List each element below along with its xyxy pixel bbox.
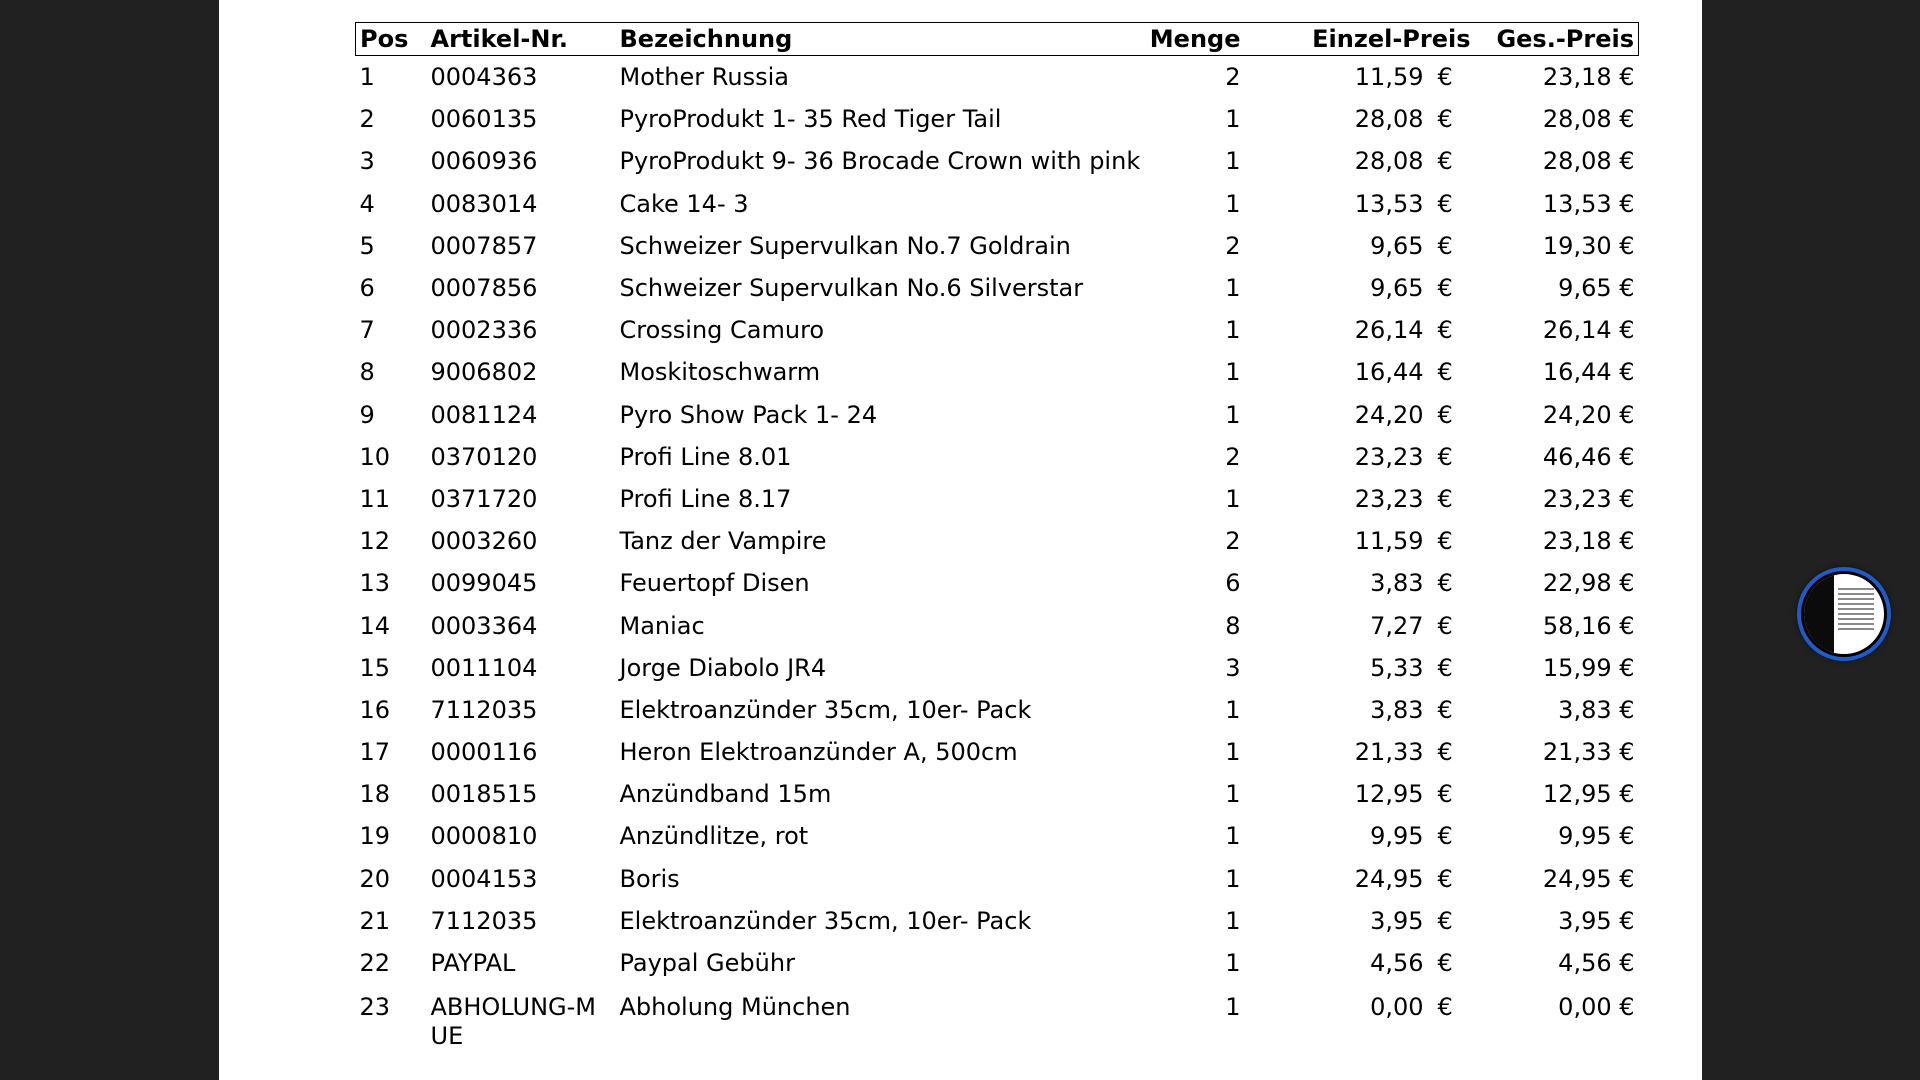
table-row [356, 436, 1639, 478]
cell-total-price: 15,99 € [1542, 653, 1635, 682]
cell-total-price: 24,20 € [1542, 400, 1635, 429]
cell-total-price: 28,08 € [1542, 147, 1635, 176]
cell-description: Feuertopf Disen [619, 569, 810, 598]
cell-quantity: 3 [1225, 653, 1241, 682]
cell-total-price: 23,23 € [1542, 484, 1635, 513]
cell-description: Heron Elektroanzünder A, 500cm [619, 738, 1018, 767]
cell-pos: 12 [359, 527, 391, 556]
cell-pos: 11 [359, 484, 391, 513]
cell-unit-price: 5,33 [1370, 653, 1424, 682]
cell-total-price: 23,18 € [1542, 527, 1635, 556]
cell-pos: 14 [359, 611, 391, 640]
cell-pos: 16 [359, 695, 391, 724]
cell-article-number: 7112035 [430, 906, 538, 935]
header-pos: Pos [356, 23, 427, 56]
table-row [356, 351, 1639, 393]
cell-description: Cake 14- 3 [619, 189, 749, 218]
cell-currency: € [1437, 822, 1453, 851]
cell-pos: 19 [359, 822, 391, 851]
table-row [356, 984, 1639, 1053]
cell-description: Pyro Show Pack 1- 24 [619, 400, 878, 429]
cell-description: PyroProdukt 1- 35 Red Tiger Tail [619, 105, 1002, 134]
cell-quantity: 8 [1225, 611, 1241, 640]
table-row [356, 56, 1639, 99]
table-row [356, 225, 1639, 267]
cell-unit-price: 0,00 [1370, 993, 1424, 1022]
header-article-number: Artikel-Nr. [427, 23, 616, 56]
cell-pos: 4 [359, 189, 375, 218]
cell-currency: € [1437, 442, 1453, 471]
cell-unit-price: 11,59 [1354, 527, 1424, 556]
cell-quantity: 1 [1225, 822, 1241, 851]
table-row [356, 562, 1639, 604]
cell-article-number: 0083014 [430, 189, 538, 218]
cell-currency: € [1437, 653, 1453, 682]
cell-total-price: 22,98 € [1542, 569, 1635, 598]
cell-description: Crossing Camuro [619, 316, 825, 345]
cell-description: Abholung München [619, 993, 851, 1022]
cell-currency: € [1437, 484, 1453, 513]
cell-total-price: 3,95 € [1558, 906, 1635, 935]
cell-unit-price: 4,56 [1370, 949, 1424, 978]
cell-article-number: 0000116 [430, 738, 538, 767]
cell-article-number: 0060135 [430, 105, 538, 134]
cell-quantity: 1 [1225, 993, 1241, 1022]
cell-description: Anzündband 15m [619, 780, 832, 809]
cell-total-price: 12,95 € [1542, 780, 1635, 809]
cell-quantity: 1 [1225, 147, 1241, 176]
cell-pos: 23 [359, 993, 391, 1022]
table-row [356, 140, 1639, 182]
cell-currency: € [1437, 231, 1453, 260]
cell-article-number: 0003364 [430, 611, 538, 640]
cell-article-number: ABHOLUNG-MUE [430, 993, 596, 1051]
cell-quantity: 1 [1225, 105, 1241, 134]
page-thumbnail-button[interactable] [1797, 567, 1891, 661]
cell-currency: € [1437, 274, 1453, 303]
cell-total-price: 24,95 € [1542, 864, 1635, 893]
page-thumbnail-icon [1801, 571, 1887, 657]
cell-article-number: 7112035 [430, 695, 538, 724]
cell-total-price: 0,00 € [1558, 993, 1635, 1022]
cell-article-number: PAYPAL [430, 949, 516, 978]
cell-description: Jorge Diabolo JR4 [619, 653, 827, 682]
cell-total-price: 3,83 € [1558, 695, 1635, 724]
cell-quantity: 1 [1225, 189, 1241, 218]
cell-pos: 20 [359, 864, 391, 893]
cell-total-price: 4,56 € [1558, 949, 1635, 978]
table-row [356, 731, 1639, 773]
cell-pos: 13 [359, 569, 391, 598]
cell-pos: 5 [359, 231, 375, 260]
cell-pos: 18 [359, 780, 391, 809]
cell-unit-price: 23,23 [1354, 442, 1424, 471]
cell-unit-price: 16,44 [1354, 358, 1424, 387]
table-row [356, 647, 1639, 689]
cell-currency: € [1437, 949, 1453, 978]
cell-unit-price: 11,59 [1354, 63, 1424, 92]
cell-article-number: 0081124 [430, 400, 538, 429]
cell-total-price: 21,33 € [1542, 738, 1635, 767]
cell-description: Moskitoschwarm [619, 358, 821, 387]
cell-description: Tanz der Vampire [619, 527, 827, 556]
cell-currency: € [1437, 316, 1453, 345]
table-row [356, 604, 1639, 646]
cell-quantity: 2 [1225, 63, 1241, 92]
cell-pos: 10 [359, 442, 391, 471]
cell-quantity: 1 [1225, 738, 1241, 767]
cell-quantity: 1 [1225, 906, 1241, 935]
cell-description: Paypal Gebühr [619, 949, 795, 978]
cell-article-number: 0370120 [430, 442, 538, 471]
cell-pos: 2 [359, 105, 375, 134]
cell-pos: 3 [359, 147, 375, 176]
cell-article-number: 9006802 [430, 358, 538, 387]
cell-currency: € [1437, 189, 1453, 218]
cell-currency: € [1437, 738, 1453, 767]
cell-pos: 9 [359, 400, 375, 429]
cell-unit-price: 23,23 [1354, 484, 1424, 513]
cell-total-price: 58,16 € [1542, 611, 1635, 640]
cell-currency: € [1437, 993, 1453, 1022]
table-row [356, 773, 1639, 815]
cell-currency: € [1437, 611, 1453, 640]
cell-description: Schweizer Supervulkan No.7 Goldrain [619, 231, 1071, 260]
cell-currency: € [1437, 147, 1453, 176]
cell-unit-price: 21,33 [1354, 738, 1424, 767]
cell-quantity: 1 [1225, 780, 1241, 809]
invoice-items-table [355, 22, 1639, 1053]
cell-currency: € [1437, 906, 1453, 935]
cell-unit-price: 9,65 [1370, 231, 1424, 260]
table-row [356, 942, 1639, 984]
cell-total-price: 19,30 € [1542, 231, 1635, 260]
cell-total-price: 23,18 € [1542, 63, 1635, 92]
header-unit-price: Einzel-Preis [1245, 23, 1475, 56]
table-row [356, 98, 1639, 140]
cell-currency: € [1437, 400, 1453, 429]
cell-total-price: 9,95 € [1558, 822, 1635, 851]
cell-quantity: 1 [1225, 695, 1241, 724]
header-description: Bezeichnung [616, 23, 1092, 56]
cell-currency: € [1437, 569, 1453, 598]
cell-quantity: 1 [1225, 484, 1241, 513]
cell-pos: 6 [359, 274, 375, 303]
cell-quantity: 1 [1225, 400, 1241, 429]
cell-currency: € [1437, 105, 1453, 134]
cell-unit-price: 28,08 [1354, 105, 1424, 134]
cell-description: Schweizer Supervulkan No.6 Silverstar [619, 274, 1084, 303]
cell-article-number: 0007857 [430, 231, 538, 260]
cell-quantity: 2 [1225, 442, 1241, 471]
cell-currency: € [1437, 63, 1453, 92]
cell-unit-price: 12,95 [1354, 780, 1424, 809]
cell-description: Elektroanzünder 35cm, 10er- Pack [619, 695, 1032, 724]
cell-unit-price: 3,83 [1370, 569, 1424, 598]
cell-description: Profi Line 8.01 [619, 442, 792, 471]
cell-quantity: 1 [1225, 949, 1241, 978]
cell-article-number: 0002336 [430, 316, 538, 345]
cell-currency: € [1437, 527, 1453, 556]
table-row [356, 183, 1639, 225]
cell-article-number: 0003260 [430, 527, 538, 556]
cell-currency: € [1437, 358, 1453, 387]
cell-article-number: 0060936 [430, 147, 538, 176]
cell-unit-price: 3,83 [1370, 695, 1424, 724]
cell-description: Anzündlitze, rot [619, 822, 809, 851]
table-row [356, 689, 1639, 731]
cell-unit-price: 9,95 [1370, 822, 1424, 851]
table-row [356, 309, 1639, 351]
document-page[interactable] [219, 0, 1702, 1080]
cell-total-price: 26,14 € [1542, 316, 1635, 345]
cell-pos: 8 [359, 358, 375, 387]
cell-unit-price: 28,08 [1354, 147, 1424, 176]
cell-pos: 22 [359, 949, 391, 978]
cell-unit-price: 3,95 [1370, 906, 1424, 935]
cell-pos: 1 [359, 63, 375, 92]
cell-unit-price: 24,20 [1354, 400, 1424, 429]
cell-unit-price: 24,95 [1354, 864, 1424, 893]
cell-pos: 17 [359, 738, 391, 767]
cell-pos: 7 [359, 316, 375, 345]
cell-currency: € [1437, 780, 1453, 809]
cell-article-number: 0371720 [430, 484, 538, 513]
cell-description: PyroProdukt 9- 36 Brocade Crown with pink [619, 147, 1141, 176]
cell-total-price: 13,53 € [1542, 189, 1635, 218]
cell-unit-price: 13,53 [1354, 189, 1424, 218]
cell-total-price: 9,65 € [1558, 274, 1635, 303]
table-row [356, 394, 1639, 436]
table-row [356, 815, 1639, 857]
cell-quantity: 6 [1225, 569, 1241, 598]
table-row [356, 267, 1639, 309]
cell-pos: 21 [359, 906, 391, 935]
cell-article-number: 0007856 [430, 274, 538, 303]
cell-quantity: 2 [1225, 231, 1241, 260]
cell-currency: € [1437, 864, 1453, 893]
cell-article-number: 0004153 [430, 864, 538, 893]
table-row [356, 858, 1639, 900]
cell-unit-price: 7,27 [1370, 611, 1424, 640]
cell-quantity: 1 [1225, 864, 1241, 893]
cell-total-price: 28,08 € [1542, 105, 1635, 134]
table-row [356, 478, 1639, 520]
cell-description: Profi Line 8.17 [619, 484, 792, 513]
cell-quantity: 2 [1225, 527, 1241, 556]
cell-total-price: 46,46 € [1542, 442, 1635, 471]
table-body [356, 56, 1639, 1054]
table-row [356, 520, 1639, 562]
cell-description: Boris [619, 864, 680, 893]
cell-quantity: 1 [1225, 358, 1241, 387]
cell-pos: 15 [359, 653, 391, 682]
cell-unit-price: 9,65 [1370, 274, 1424, 303]
cell-unit-price: 26,14 [1354, 316, 1424, 345]
cell-description: Mother Russia [619, 63, 789, 92]
table-header-row [356, 23, 1639, 56]
header-quantity: Menge [1092, 23, 1245, 56]
cell-article-number: 0000810 [430, 822, 538, 851]
cell-article-number: 0004363 [430, 63, 538, 92]
cell-article-number: 0099045 [430, 569, 538, 598]
cell-description: Elektroanzünder 35cm, 10er- Pack [619, 906, 1032, 935]
table-row [356, 900, 1639, 942]
cell-quantity: 1 [1225, 316, 1241, 345]
cell-currency: € [1437, 695, 1453, 724]
cell-article-number: 0018515 [430, 780, 538, 809]
header-total-price: Ges.-Preis [1475, 23, 1639, 56]
cell-article-number: 0011104 [430, 653, 538, 682]
cell-total-price: 16,44 € [1542, 358, 1635, 387]
cell-quantity: 1 [1225, 274, 1241, 303]
cell-description: Maniac [619, 611, 705, 640]
